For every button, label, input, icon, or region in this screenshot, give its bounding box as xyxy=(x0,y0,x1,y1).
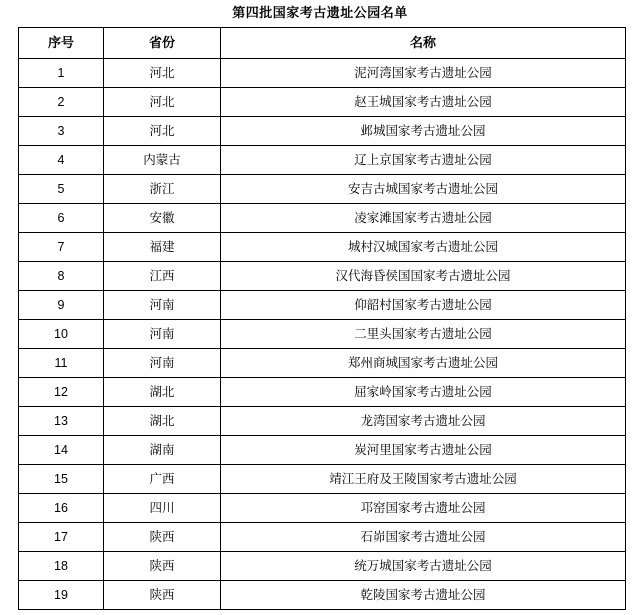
table-row xyxy=(19,552,626,581)
cell-province: 安徽 xyxy=(104,204,221,233)
table-row xyxy=(19,349,626,378)
cell-index: 1 xyxy=(19,59,104,88)
cell-name: 邺城国家考古遗址公园 xyxy=(221,117,626,146)
cell-index: 16 xyxy=(19,494,104,523)
cell-name: 辽上京国家考古遗址公园 xyxy=(221,146,626,175)
cell-province: 湖南 xyxy=(104,436,221,465)
table-row xyxy=(19,146,626,175)
cell-name: 凌家滩国家考古遗址公园 xyxy=(221,204,626,233)
cell-province: 陕西 xyxy=(104,523,221,552)
cell-province: 江西 xyxy=(104,262,221,291)
cell-index: 12 xyxy=(19,378,104,407)
cell-province: 内蒙古 xyxy=(104,146,221,175)
cell-name: 仰韶村国家考古遗址公园 xyxy=(221,291,626,320)
cell-index: 8 xyxy=(19,262,104,291)
table-header-row xyxy=(19,28,626,59)
column-header-index: 序号 xyxy=(19,28,104,59)
cell-province: 河南 xyxy=(104,320,221,349)
table-row xyxy=(19,262,626,291)
cell-name: 石峁国家考古遗址公园 xyxy=(221,523,626,552)
table-row xyxy=(19,88,626,117)
cell-province: 广西 xyxy=(104,465,221,494)
table-row xyxy=(19,59,626,88)
cell-name: 屈家岭国家考古遗址公园 xyxy=(221,378,626,407)
table-row xyxy=(19,291,626,320)
cell-name: 二里头国家考古遗址公园 xyxy=(221,320,626,349)
table-row xyxy=(19,581,626,610)
cell-province: 陕西 xyxy=(104,581,221,610)
table-row xyxy=(19,175,626,204)
table-row xyxy=(19,117,626,146)
table-row xyxy=(19,233,626,262)
cell-name: 汉代海昏侯国国家考古遗址公园 xyxy=(221,262,626,291)
cell-index: 9 xyxy=(19,291,104,320)
cell-province: 河南 xyxy=(104,291,221,320)
table-row xyxy=(19,204,626,233)
cell-index: 18 xyxy=(19,552,104,581)
cell-name: 炭河里国家考古遗址公园 xyxy=(221,436,626,465)
cell-province: 四川 xyxy=(104,494,221,523)
cell-province: 河北 xyxy=(104,59,221,88)
cell-name: 靖江王府及王陵国家考古遗址公园 xyxy=(221,465,626,494)
page-title: 第四批国家考古遗址公园名单 xyxy=(232,5,408,20)
table-row xyxy=(19,523,626,552)
cell-index: 5 xyxy=(19,175,104,204)
column-header-name: 名称 xyxy=(221,28,626,59)
cell-province: 浙江 xyxy=(104,175,221,204)
cell-index: 11 xyxy=(19,349,104,378)
cell-province: 河北 xyxy=(104,88,221,117)
cell-province: 湖北 xyxy=(104,407,221,436)
cell-name: 龙湾国家考古遗址公园 xyxy=(221,407,626,436)
table-container xyxy=(0,27,640,610)
cell-index: 13 xyxy=(19,407,104,436)
table-body xyxy=(19,59,626,610)
table-row xyxy=(19,378,626,407)
cell-name: 泥河湾国家考古遗址公园 xyxy=(221,59,626,88)
column-header-province: 省份 xyxy=(104,28,221,59)
cell-name: 赵王城国家考古遗址公园 xyxy=(221,88,626,117)
table-row xyxy=(19,320,626,349)
cell-index: 4 xyxy=(19,146,104,175)
table-row xyxy=(19,436,626,465)
cell-name: 统万城国家考古遗址公园 xyxy=(221,552,626,581)
cell-index: 3 xyxy=(19,117,104,146)
cell-index: 7 xyxy=(19,233,104,262)
cell-name: 乾陵国家考古遗址公园 xyxy=(221,581,626,610)
cell-index: 19 xyxy=(19,581,104,610)
cell-index: 15 xyxy=(19,465,104,494)
table-row xyxy=(19,465,626,494)
cell-name: 安吉古城国家考古遗址公园 xyxy=(221,175,626,204)
park-list-table xyxy=(18,27,626,610)
cell-index: 2 xyxy=(19,88,104,117)
table-row xyxy=(19,494,626,523)
cell-province: 湖北 xyxy=(104,378,221,407)
cell-name: 邛窑国家考古遗址公园 xyxy=(221,494,626,523)
cell-province: 河北 xyxy=(104,117,221,146)
cell-index: 6 xyxy=(19,204,104,233)
cell-province: 福建 xyxy=(104,233,221,262)
cell-name: 郑州商城国家考古遗址公园 xyxy=(221,349,626,378)
cell-province: 河南 xyxy=(104,349,221,378)
cell-name: 城村汉城国家考古遗址公园 xyxy=(221,233,626,262)
cell-province: 陕西 xyxy=(104,552,221,581)
cell-index: 14 xyxy=(19,436,104,465)
cell-index: 10 xyxy=(19,320,104,349)
cell-index: 17 xyxy=(19,523,104,552)
table-row xyxy=(19,407,626,436)
table-header xyxy=(19,28,626,59)
